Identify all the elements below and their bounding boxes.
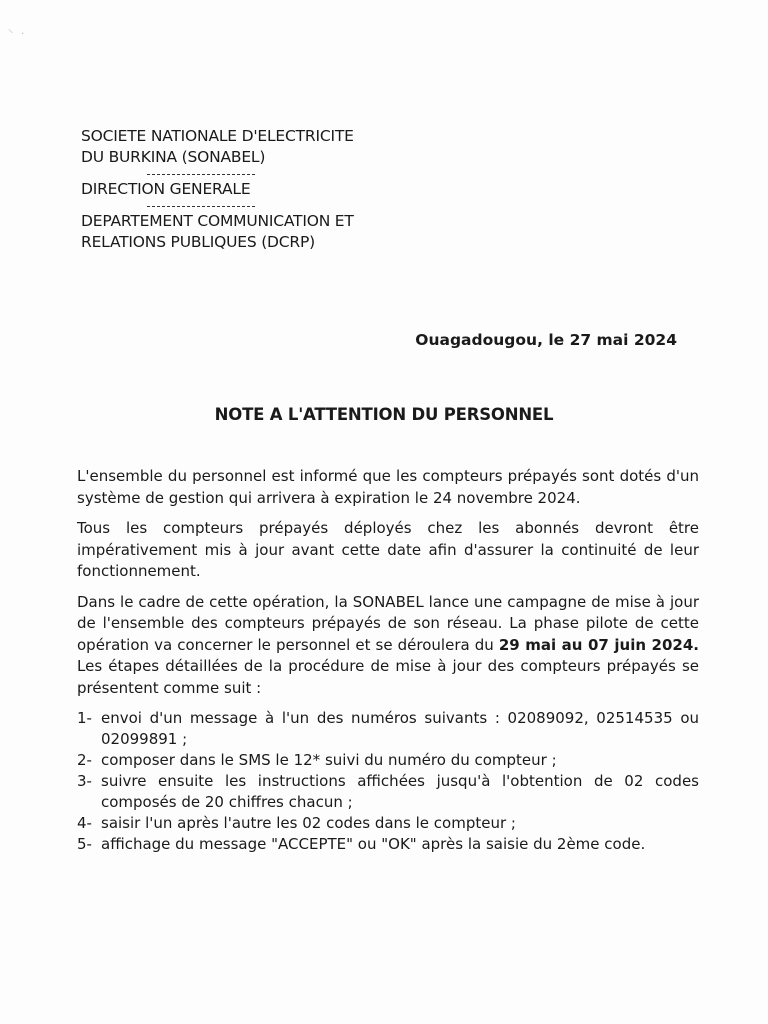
step-text: saisir l'un après l'autre les 02 codes dans le compteur ; xyxy=(101,814,516,832)
paragraph-3 xyxy=(77,592,699,700)
org-name-line2: DU BURKINA (SONABEL) xyxy=(81,148,266,166)
step-text: suivre ensuite les instructions affichées jusqu'à l'obtention de 02 codes composés de 20 chiffres chacun ; xyxy=(101,772,699,811)
note-title: NOTE A L'ATTENTION DU PERSONNEL xyxy=(214,405,554,424)
paragraph-2: Tous les compteurs prépayés déployés chez les abonnés devront être impérativement mis à jour avant cette date afin d'assurer la continuité de leur fonctionnement. xyxy=(77,519,699,580)
paragraph-1: L'ensemble du personnel est informé que les compteurs prépayés sont dotés d'un système de gestion qui arrivera à expiration le 24 novembre 2024. xyxy=(77,467,699,507)
step-text: composer dans le SMS le 12* suivi du numéro du compteur ; xyxy=(101,751,557,769)
paragraph-3-text-b: Les étapes détaillées de la procédure de mise à jour des compteurs prépayés se présentent comme suit : xyxy=(77,657,699,697)
pilot-period: 29 mai au 07 juin 2024. xyxy=(498,635,700,654)
place-and-date: Ouagadougou, le 27 mai 2024 xyxy=(415,331,677,349)
department-line1: DEPARTEMENT COMMUNICATION ET xyxy=(81,212,354,230)
department-block xyxy=(81,211,441,253)
step-text: envoi d'un message à l'un des numéros suivants : 02089092, 02514535 ou 02099891 ; xyxy=(101,709,699,748)
organization-block xyxy=(81,126,441,168)
step-number: 1- xyxy=(77,709,92,727)
step-number: 2- xyxy=(77,751,92,769)
list-item xyxy=(77,771,699,813)
direction-name: DIRECTION GENERALE xyxy=(81,180,251,198)
separator-line xyxy=(147,206,255,207)
scan-artifact: ⸌ · xyxy=(8,27,27,40)
paragraph-3-text-a: Dans le cadre de cette opération, la SONABEL lance une campagne de mise à jour de l'ensemble des compteurs prépayés de son réseau. La phase pilote de cette opération va concerner le personnel et se déroulera du xyxy=(77,592,699,654)
list-item xyxy=(77,750,699,771)
department-line2: RELATIONS PUBLIQUES (DCRP) xyxy=(81,233,315,251)
direction-block xyxy=(81,179,441,200)
step-number: 3- xyxy=(77,772,92,790)
step-number: 4- xyxy=(77,814,92,832)
list-item xyxy=(77,834,699,855)
list-item xyxy=(77,708,699,750)
note-body xyxy=(77,466,699,708)
list-item xyxy=(77,813,699,834)
procedure-steps xyxy=(77,708,699,855)
org-name-line1: SOCIETE NATIONALE D'ELECTRICITE xyxy=(81,127,354,145)
letterhead xyxy=(81,126,441,259)
separator-line xyxy=(147,174,255,175)
step-number: 5- xyxy=(77,835,92,853)
step-text: affichage du message "ACCEPTE" ou "OK" après la saisie du 2ème code. xyxy=(101,835,646,853)
